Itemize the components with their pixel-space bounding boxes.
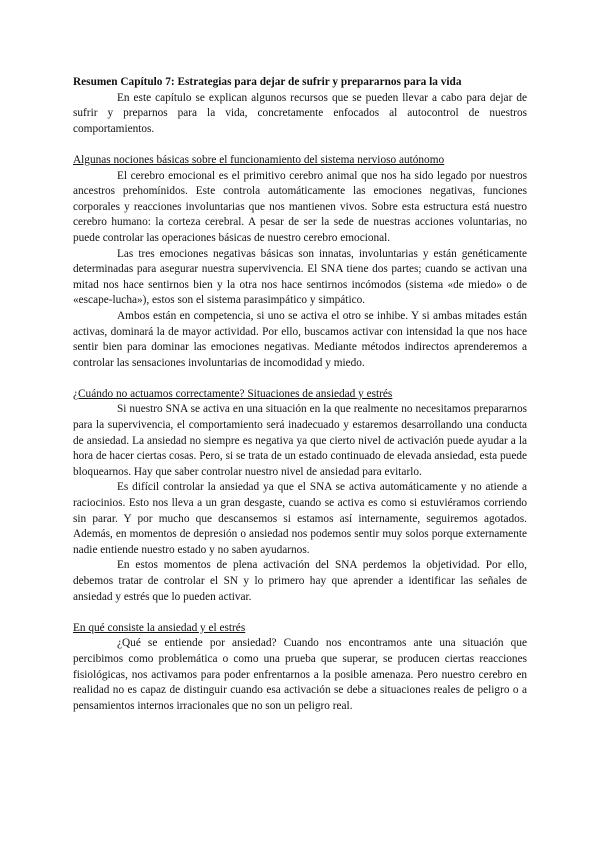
section-heading-ansiedad-situaciones: ¿Cuándo no actuamos correctamente? Situaciones de ansiedad y estrés bbox=[73, 387, 393, 400]
spacer bbox=[73, 605, 527, 621]
paragraph: ¿Qué se entiende por ansiedad? Cuando nos encontramos ante una situación que percibimos como problemática o como una prueba que superar, se producen ciertas reacciones fisiológicas, nos activamos para poder enfrentarnos a la posible amenaza. Pero nuestro cerebro en realidad no es capaz de distinguir cuando esa activación se debe a situaciones reales de peligro o a pensamientos internos irracionales que no son un peligro real. bbox=[73, 637, 527, 712]
paragraph: Las tres emociones negativas básicas son innatas, involuntarias y están genéticamente determinadas para asegurar nuestra supervivencia. El SNA tiene dos partes; cuando se activan una mitad nos hace sentirnos bien y la otra nos hace sentirnos incómodos (sistema «de miedo» o de «escape-lucha»), estos son el sistema parasimpático y simpático. bbox=[73, 247, 527, 307]
spacer bbox=[73, 371, 527, 387]
intro-paragraph: En este capítulo se explican algunos recursos que se pueden llevar a cabo para dejar de sufrir y preparnos para la vida, concretamente enfocados al autocontrol de nuestros comportamientos. bbox=[73, 91, 527, 135]
document-title: Resumen Capítulo 7: Estrategias para dejar de sufrir y prepararnos para la vida bbox=[73, 76, 462, 88]
paragraph: El cerebro emocional es el primitivo cerebro animal que nos ha sido legado por nuestros ancestros prehomínidos. Este controla automáticamente las emociones negativas, funciones corporales y reacciones involuntarias que nos mantienen vivos. Sobre esta estructura está nuestro cerebro humano: la corteza cerebral. A pesar de ser la sede de nuestras acciones voluntarias, no puede controlar las operaciones básicas de nuestro cerebro emocional. bbox=[73, 169, 527, 244]
document-body bbox=[73, 75, 527, 714]
section-heading-sna: Algunas nociones básicas sobre el funcionamiento del sistema nervioso autónomo bbox=[73, 153, 445, 166]
spacer bbox=[73, 137, 527, 153]
paragraph: En estos momentos de plena activación del SNA perdemos la objetividad. Por ello, debemos tratar de controlar el SN y lo primero hay que aprender a identificar las señales de ansiedad y estrés que lo pueden activar. bbox=[73, 559, 527, 603]
paragraph: Es difícil controlar la ansiedad ya que el SNA se activa automáticamente y no atiende a raciocinios. Esto nos lleva a un gran desgaste, cuando se activa es como si estuviéramos corriendo sin parar. Y por mucho que descansemos si estamos así internamente, seguiremos agotados. Además, en momentos de depresión o ansiedad nos podemos sentir muy solos porque externamente nadie entiende nuestro estado y no saben ayudarnos. bbox=[73, 481, 527, 556]
section-heading-ansiedad-estres: En qué consiste la ansiedad y el estrés bbox=[73, 621, 246, 634]
paragraph: Si nuestro SNA se activa en una situación en la que realmente no necesitamos prepararnos para la supervivencia, el comportamiento será inadecuado y estaremos desarrollando una conducta de ansiedad. La ansiedad no siempre es negativa ya que cierto nivel de activación puede ayudar a la hora de hacer ciertas cosas. Pero, si se trata de un estado continuado de elevada ansiedad, esta puede bloquearnos. Hay que saber controlar nuestro nivel de ansiedad para evitarlo. bbox=[73, 403, 527, 478]
paragraph: Ambos están en competencia, si uno se activa el otro se inhibe. Y si ambas mitades están activas, dominará la de mayor actividad. Por ello, buscamos activar con intensidad la que nos hace sentir bien para dominar las emociones negativas. Mediante métodos indirectos aprenderemos a controlar las sensaciones involuntarias de incomodidad y miedo. bbox=[73, 309, 527, 369]
